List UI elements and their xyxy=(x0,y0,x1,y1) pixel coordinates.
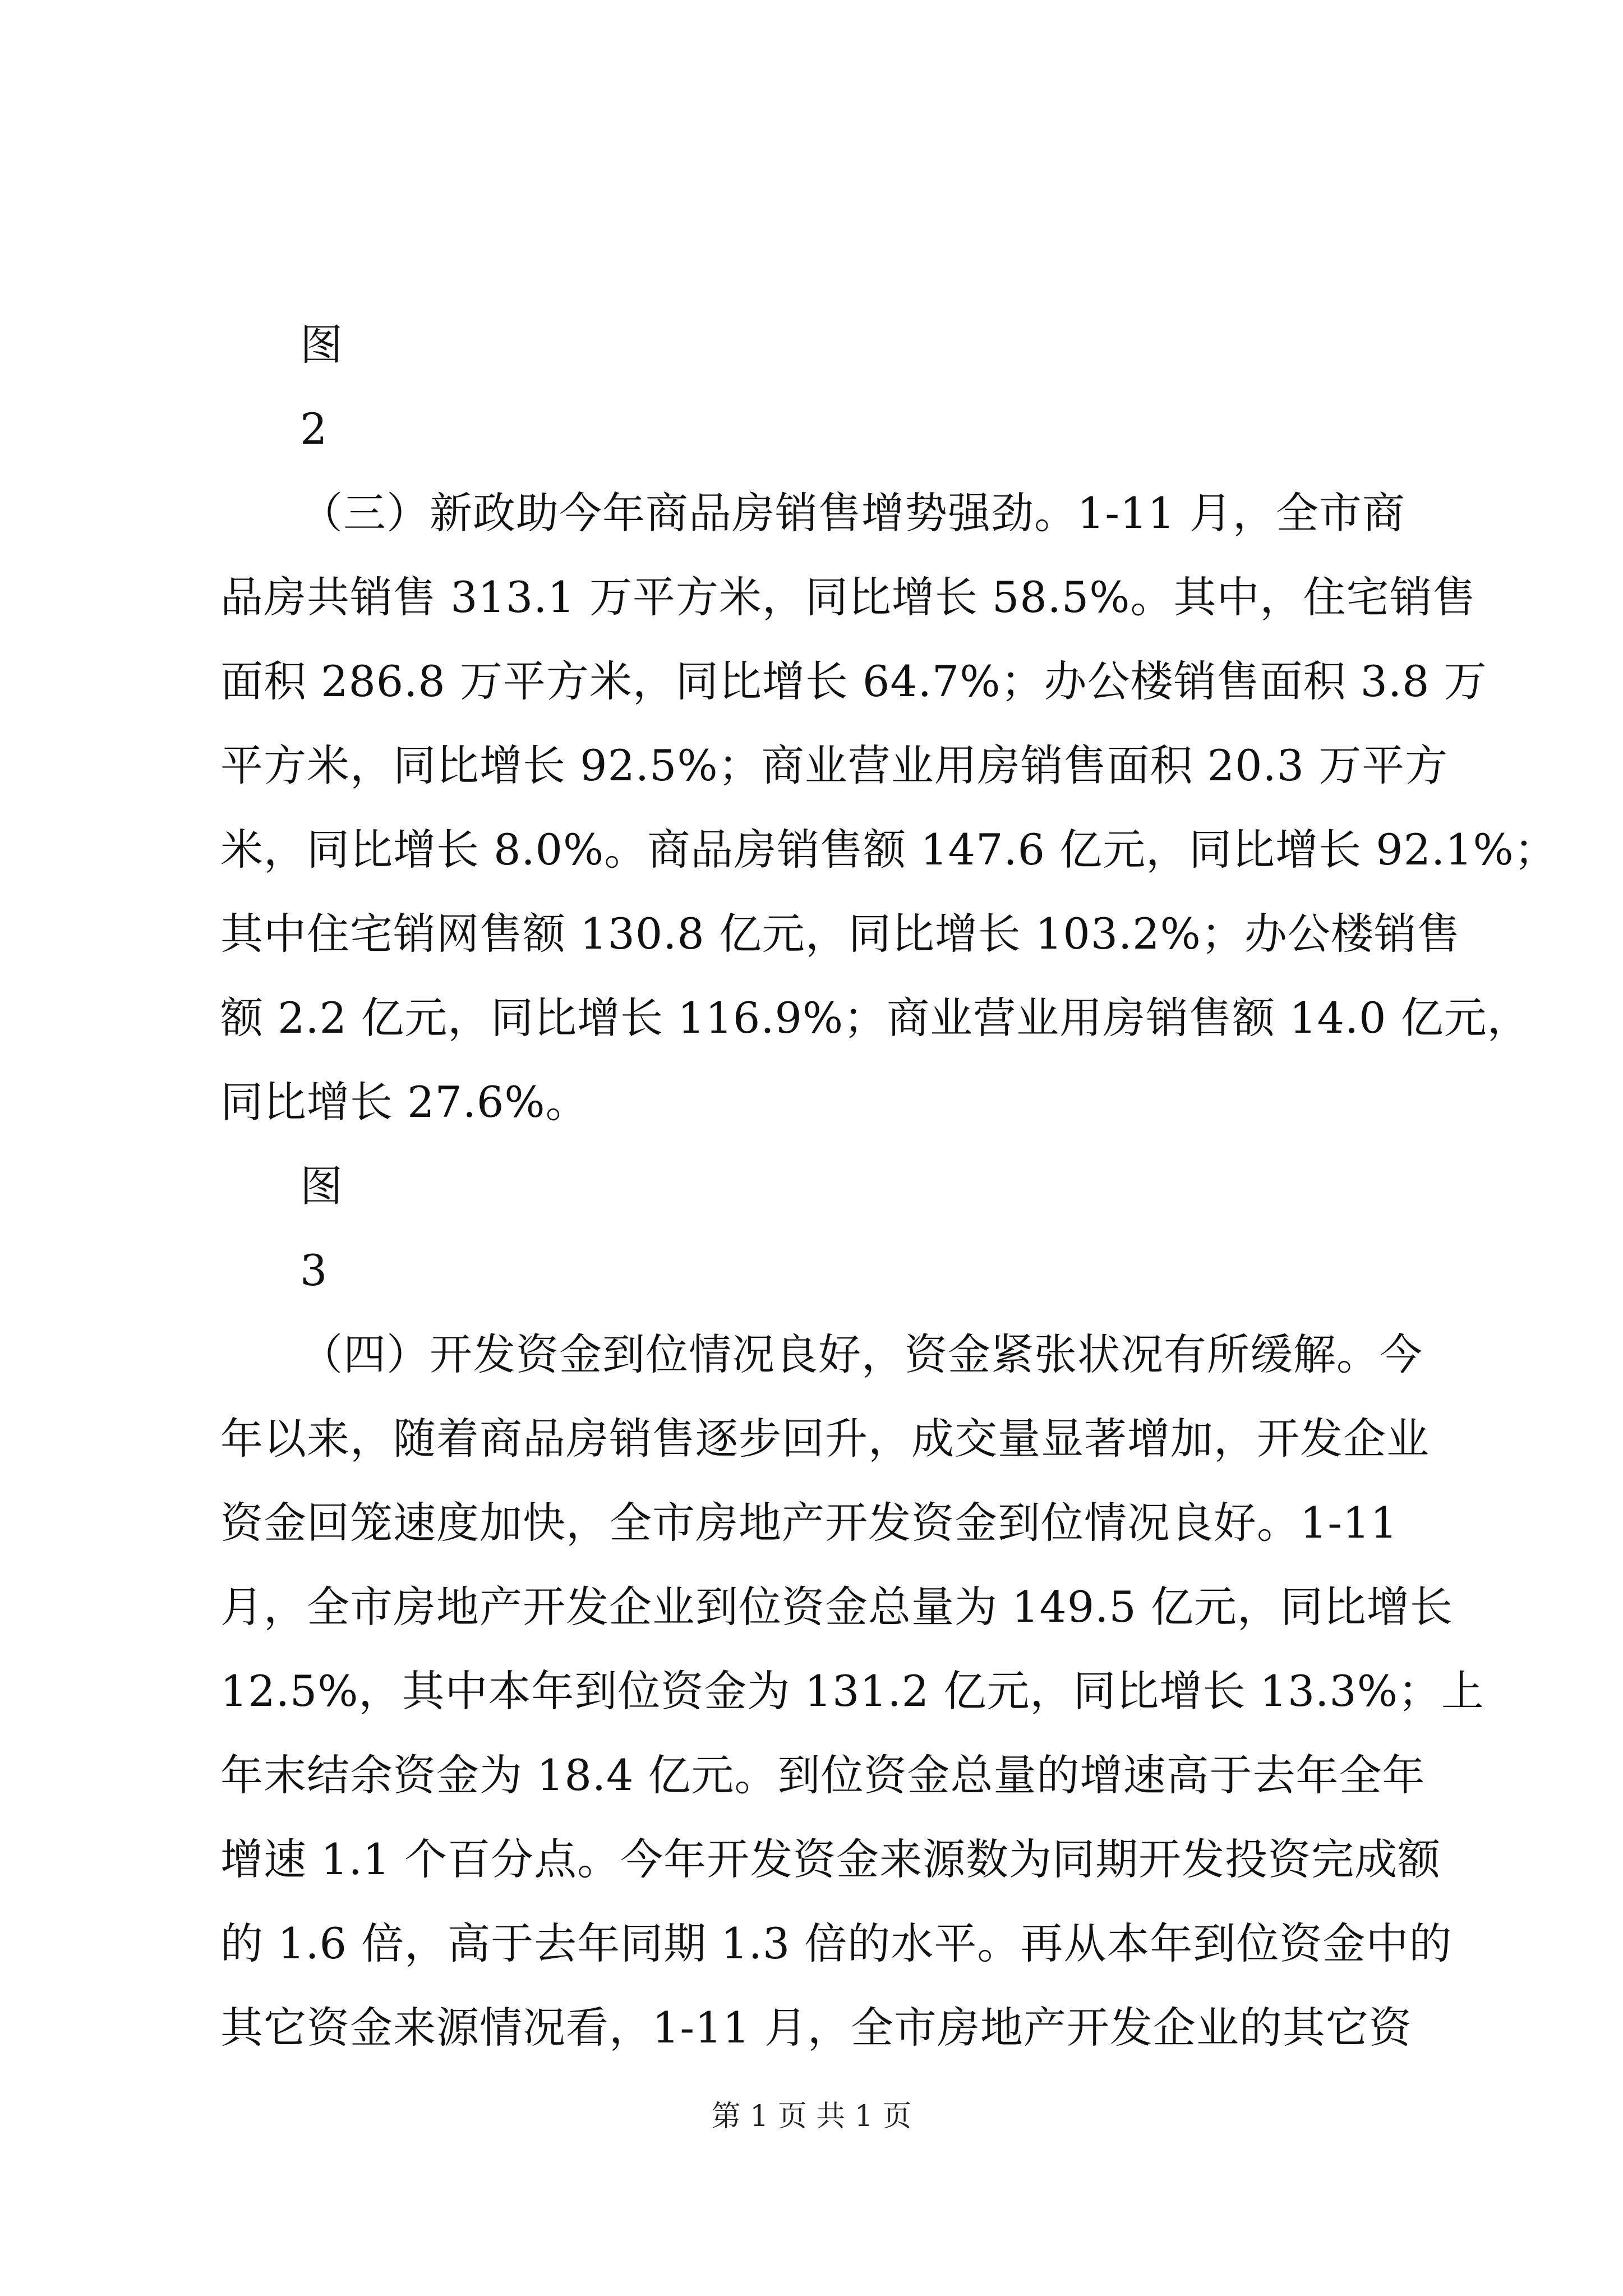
paragraph-line: 资金回笼速度加快，全市房地产开发资金到位情况良好。1-11 xyxy=(220,1498,1398,1548)
figure-label: 图 xyxy=(300,320,343,370)
paragraph-line: 额 2.2 亿元，同比增长 116.9%；商业营业用房销售额 14.0 亿元， xyxy=(220,993,1530,1043)
paragraph-line: 年末结余资金为 18.4 亿元。到位资金总量的增速高于去年全年 xyxy=(220,1750,1426,1800)
paragraph-line: 平方米，同比增长 92.5%；商业营业用房销售面积 20.3 万平方 xyxy=(220,740,1449,790)
paragraph-line: （三）新政助今年商品房销售增势强劲。1-11 月，全市商 xyxy=(300,488,1405,538)
paragraph-line: 年以来，随着商品房销售逐步回升，成交量显著增加，开发企业 xyxy=(220,1414,1430,1464)
paragraph-line: 品房共销售 313.1 万平方米，同比增长 58.5%。其中，住宅销售 xyxy=(220,572,1476,622)
paragraph-line: 12.5%，其中本年到位资金为 131.2 亿元，同比增长 13.3%；上 xyxy=(220,1666,1484,1716)
paragraph-line: 其它资金来源情况看，1-11 月，全市房地产开发企业的其它资 xyxy=(220,2003,1412,2053)
figure-number: 3 xyxy=(300,1245,328,1295)
figure-number: 2 xyxy=(300,404,328,454)
page-footer: 第 1 页 共 1 页 xyxy=(711,2100,912,2133)
figure-label: 图 xyxy=(300,1161,343,1211)
paragraph-line: 其中住宅销网售额 130.8 亿元，同比增长 103.2%；办公楼销售 xyxy=(220,909,1460,959)
paragraph-line: 米，同比增长 8.0%。商品房销售额 147.6 亿元，同比增长 92.1%； xyxy=(220,825,1557,875)
paragraph-line: （四）开发资金到位情况良好，资金紧张状况有所缓解。今 xyxy=(300,1329,1423,1379)
paragraph-line: 同比增长 27.6%。 xyxy=(220,1077,589,1127)
body-text xyxy=(220,303,1557,2070)
paragraph-line: 月，全市房地产开发企业到位资金总量为 149.5 亿元，同比增长 xyxy=(220,1582,1453,1632)
paragraph-line: 面积 286.8 万平方米，同比增长 64.7%；办公楼销售面积 3.8 万 xyxy=(220,656,1487,706)
paragraph-line: 的 1.6 倍，高于去年同期 1.3 倍的水平。再从本年到位资金中的 xyxy=(220,1918,1453,1968)
paragraph-line: 增速 1.1 个百分点。今年开发资金来源数为同期开发投资完成额 xyxy=(220,1834,1441,1884)
